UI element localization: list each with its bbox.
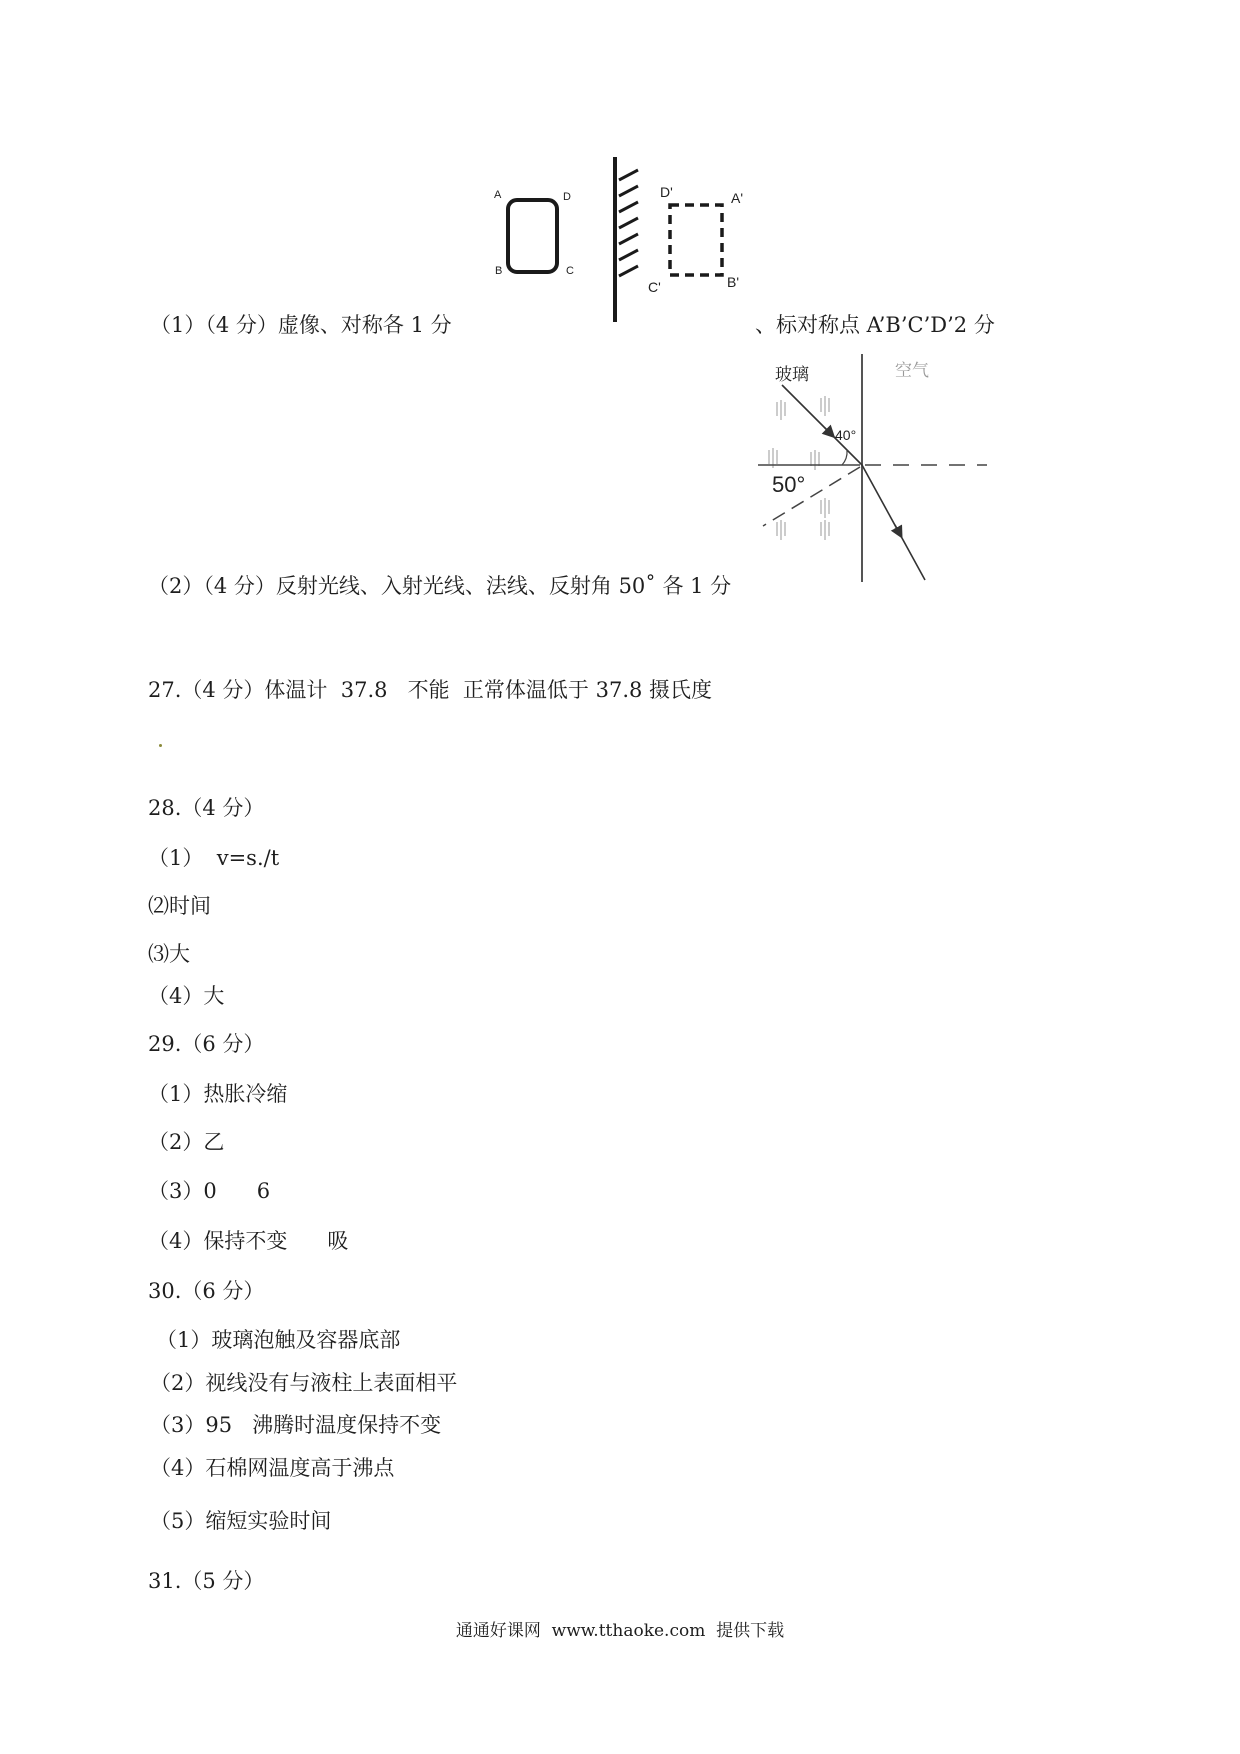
label-a: A [494, 189, 502, 201]
incident-ray [782, 385, 862, 465]
stray-mark [159, 744, 162, 747]
plane-mirror-diagram [480, 150, 770, 325]
q29-item-2: （2）乙 [148, 1130, 225, 1154]
label-b-prime: B' [727, 274, 740, 290]
glass-label: 玻璃 [775, 365, 809, 384]
label-d: D [563, 191, 571, 203]
incident-ray-arrow [825, 428, 833, 436]
q30-item-2: （2）视线没有与液柱上表面相平 [150, 1371, 458, 1395]
q30-header: 30.（6 分） [148, 1279, 265, 1303]
q29-item-1: （1）热胀冷缩 [148, 1082, 288, 1106]
q30-item-3: （3）95 沸腾时温度保持不变 [150, 1413, 442, 1437]
glass-hatch-marks [769, 396, 829, 540]
label-a-prime: A' [731, 190, 744, 206]
q26-part1-left: （1）（4 分）虚像、对称各 1 分 [150, 313, 452, 337]
reflect-angle-label: 50° [772, 472, 806, 497]
image-rectangle-dashed [670, 205, 722, 275]
angle-arc [842, 450, 847, 465]
q29-item-4: （4）保持不变 吸 [148, 1229, 349, 1253]
page-footer: 通通好课网 www.tthaoke.com 提供下载 [455, 1621, 785, 1641]
q28-item-2: ⑵时间 [148, 894, 211, 918]
refracted-ray [862, 465, 925, 580]
air-label: 空气 [895, 361, 929, 380]
refraction-diagram [755, 350, 990, 585]
q26-part1-right: 、标对称点 A’B’C’D’2 分 [755, 313, 995, 337]
q31-header: 31.（5 分） [148, 1569, 265, 1593]
q26-part2: （2）（4 分）反射光线、入射光线、法线、反射角 50˚ 各 1 分 [148, 574, 732, 598]
object-rectangle [508, 200, 557, 272]
mirror-hatching [619, 170, 638, 276]
label-d-prime: D' [660, 184, 673, 200]
q29-item-3: （3）0 6 [148, 1179, 271, 1203]
refracted-ray-arrow [895, 525, 901, 536]
q27-answer: 27.（4 分）体温计 37.8 不能 正常体温低于 37.8 摄氏度 [148, 678, 713, 702]
label-b: B [495, 265, 503, 277]
q29-header: 29.（6 分） [148, 1032, 265, 1056]
label-c: C [566, 265, 574, 277]
q30-item-1: （1）玻璃泡触及容器底部 [156, 1328, 401, 1352]
q28-item-4: （4）大 [148, 984, 225, 1008]
q28-item-1: （1） v=s./t [148, 846, 280, 870]
q30-item-5: （5）缩短实验时间 [150, 1509, 332, 1533]
label-c-prime: C' [648, 279, 661, 295]
incident-angle-label: 40° [835, 427, 857, 443]
q28-item-3: ⑶大 [148, 942, 190, 966]
q28-header: 28.（4 分） [148, 796, 265, 820]
q30-item-4: （4）石棉网温度高于沸点 [150, 1456, 395, 1480]
